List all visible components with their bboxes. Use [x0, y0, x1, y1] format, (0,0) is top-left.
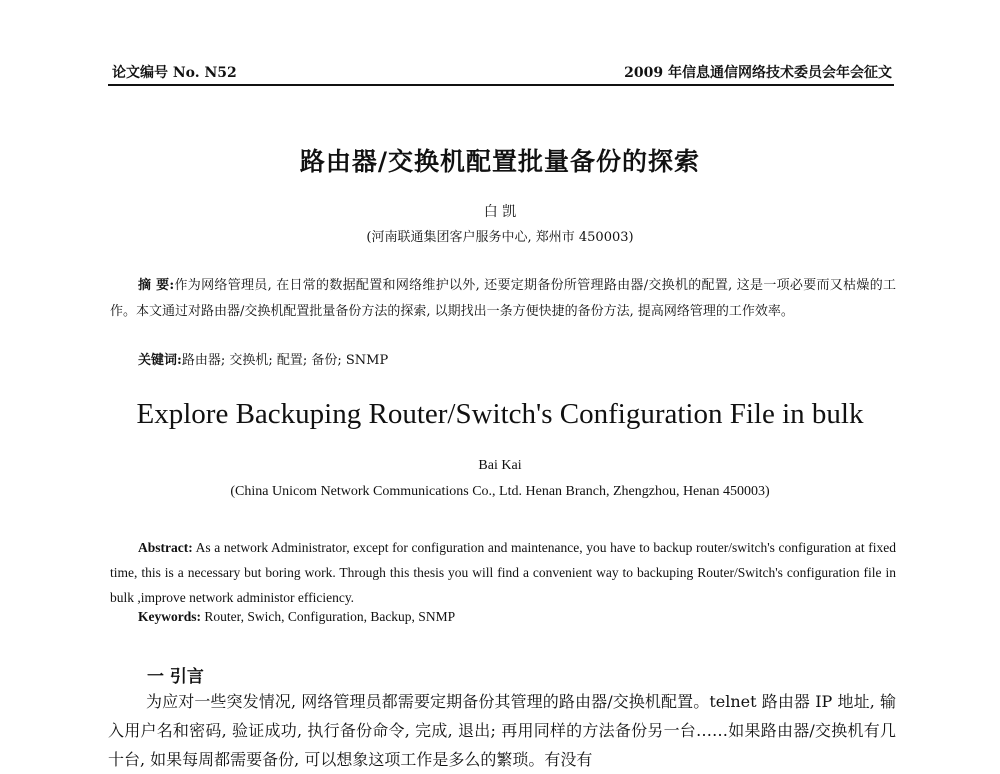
- chinese-keywords-label: 关键词:: [138, 353, 182, 368]
- chinese-abstract-label: 摘 要:: [138, 278, 175, 293]
- chinese-author: 白 凯: [483, 204, 517, 220]
- english-keywords-label: Keywords:: [138, 609, 201, 624]
- english-affiliation: (China Unicom Network Communications Co., Ltd. Henan Branch, Zhengzhou, Henan 450003): [230, 484, 770, 499]
- english-author: Bai Kai: [478, 458, 522, 473]
- chinese-title: 路由器/交换机配置批量备份的探索: [299, 147, 701, 176]
- chinese-abstract-text: 作为网络管理员, 在日常的数据配置和网络维护以外, 还要定期备份所管理路由器/交换机的配置, 这是一项必要而又枯燥的工作。本文通过对路由器/交换机配置批量备份方法的探索, 以期找出一条方便快捷的备份方法, 提高网络管理的工作效率。: [110, 278, 896, 319]
- english-title: Explore Backuping Router/Switch's Configuration File in bulk: [136, 398, 864, 430]
- header-divider: [108, 84, 894, 86]
- english-keywords-text: Router, Swich, Configuration, Backup, SNMP: [204, 609, 456, 624]
- chinese-affiliation: (河南联通集团客户服务中心, 郑州市 450003): [366, 230, 634, 245]
- section-body-text: 为应对一些突发情况, 网络管理员都需要定期备份其管理的路由器/交换机配置。telnet 路由器 IP 地址, 输入用户名和密码, 验证成功, 执行备份命令, 完成, 退出; 再用同样的方法备份另一台……如果路由器/交换机有几十台, 如果每周都需要备份, 可以想象这项工作是多么的繁琐。有没有: [108, 692, 896, 769]
- chinese-keywords: [138, 349, 898, 368]
- chinese-keywords-text: 路由器; 交换机; 配置; 备份; SNMP: [181, 353, 389, 368]
- conference-name: 2009 年信息通信网络技术委员会年会征文: [624, 65, 892, 81]
- chinese-abstract: [110, 273, 896, 325]
- english-abstract-label: Abstract:: [138, 540, 193, 555]
- section-heading: 一 引言: [147, 667, 204, 687]
- english-keywords: [138, 609, 898, 625]
- paper-number: 论文编号 No. N52: [112, 65, 237, 81]
- english-abstract-text: As a network Administrator, except for configuration and maintenance, you have to backup router/switch's configuration at fixed time, this is a necessary but boring work. Through this thesis you will find a convenient way to backuping Router/Switch's configuration file in bulk ,improve network administor efficiency.: [110, 540, 896, 605]
- english-abstract: [110, 535, 896, 610]
